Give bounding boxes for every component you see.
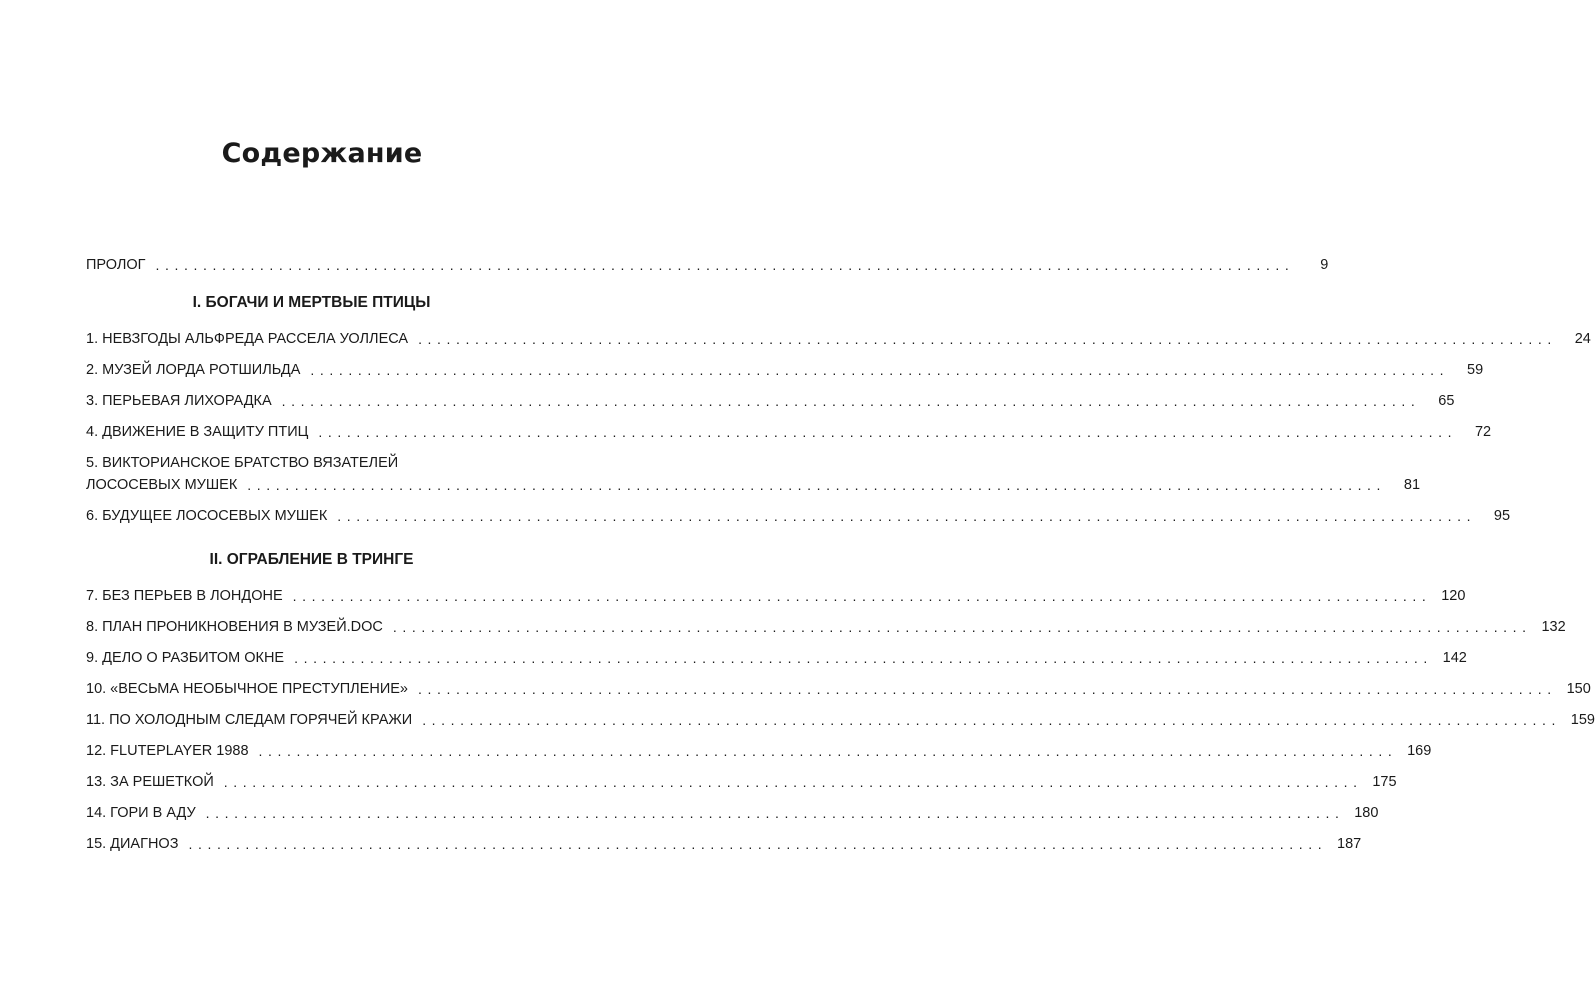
dot-leader: ........................................................................................................................	[205, 805, 1345, 821]
toc-entry[interactable]	[86, 452, 1421, 496]
toc-page-number: 59	[1467, 362, 1484, 378]
toc-entry[interactable]	[86, 771, 1397, 793]
toc-entry-label: 15. ДИАГНОЗ	[86, 836, 179, 852]
toc-page-number: 169	[1407, 743, 1432, 759]
part-one	[86, 292, 1591, 527]
toc-entry-label: 11. ПО ХОЛОДНЫМ СЛЕДАМ ГОРЯЧЕЙ КРАЖИ	[86, 712, 413, 728]
toc-entry-label: 6. БУДУЩЕЕ ЛОСОСЕВЫХ МУШЕК	[86, 508, 328, 524]
toc-entry-label: 2. МУЗЕЙ ЛОРДА РОТШИЛЬДА	[86, 362, 301, 378]
dot-leader: ........................................................................................................................	[318, 424, 1458, 440]
dot-leader: ........................................................................................................................	[247, 477, 1387, 493]
toc-page-number: 24	[1574, 331, 1591, 347]
toc-entry[interactable]	[86, 390, 1455, 412]
toc-page-number: 95	[1493, 508, 1511, 524]
toc-page-number: 159	[1570, 712, 1595, 728]
dot-leader: ........................................................................................................................	[292, 588, 1432, 604]
toc-entry[interactable]	[86, 740, 1432, 762]
toc-entry[interactable]	[86, 647, 1467, 669]
dot-leader: ........................................................................................................................	[418, 331, 1557, 347]
dot-leader: ........................................................................................................................	[155, 257, 1295, 273]
toc-page-number: 187	[1337, 836, 1362, 852]
toc-entry[interactable]	[86, 359, 1484, 381]
dot-leader: ........................................................................................................................	[337, 508, 1477, 524]
toc-entry-label: 3. ПЕРЬЕВАЯ ЛИХОРАДКА	[86, 393, 272, 409]
toc-entry-label: 9. ДЕЛО О РАЗБИТОМ ОКНЕ	[86, 650, 285, 666]
toc-entry-label: 1. НЕВЗГОДЫ АЛЬФРЕДА РАССЕЛА УОЛЛЕСА	[86, 331, 409, 347]
dot-leader: ........................................................................................................................	[223, 774, 1363, 790]
toc-page-number: 150	[1566, 681, 1591, 697]
page-title: Содержание	[221, 138, 423, 169]
toc-entry-label-continued: ЛОСОСЕВЫХ МУШЕК	[86, 477, 238, 493]
toc-page-number: 175	[1372, 774, 1397, 790]
toc-entry[interactable]	[86, 616, 1566, 638]
toc-entry-label: 13. ЗА РЕШЕТКОЙ	[86, 774, 214, 790]
toc-page-number: 120	[1441, 588, 1466, 604]
dot-leader: ........................................................................................................................	[188, 836, 1328, 852]
toc-entry-label: 8. ПЛАН ПРОНИКНОВЕНИЯ В МУЗЕЙ.DOC	[86, 619, 383, 635]
toc-entry-label: 4. ДВИЖЕНИЕ В ЗАЩИТУ ПТИЦ	[86, 424, 309, 440]
part-heading: II. ОГРАБЛЕНИЕ В ТРИНГЕ	[209, 551, 414, 568]
toc-entry[interactable]	[86, 585, 1466, 607]
dot-leader: ........................................................................................................................	[310, 362, 1450, 378]
toc-entry[interactable]	[86, 802, 1379, 824]
toc-entry-label: 5. ВИКТОРИАНСКОЕ БРАТСТВО ВЯЗАТЕЛЕЙ	[86, 455, 399, 471]
table-of-contents	[86, 254, 1595, 864]
toc-entry-label: 10. «ВЕСЬМА НЕОБЫЧНОЕ ПРЕСТУПЛЕНИЕ»	[86, 681, 408, 697]
dot-leader: ........................................................................................................................	[294, 650, 1433, 666]
toc-entry[interactable]	[86, 328, 1591, 350]
toc-entry[interactable]	[86, 678, 1591, 700]
toc-entry-label: 12. FLUTEPLAYER 1988	[86, 743, 249, 759]
toc-entry[interactable]	[86, 421, 1492, 443]
dot-leader: ........................................................................................................................	[281, 393, 1421, 409]
toc-page-number: 65	[1438, 393, 1455, 409]
toc-page-number: 9	[1320, 257, 1329, 273]
toc-page-number: 180	[1354, 805, 1379, 821]
part-two	[86, 549, 1595, 855]
toc-entry-label: ПРОЛОГ	[86, 257, 146, 273]
dot-leader: ........................................................................................................................	[258, 743, 1398, 759]
toc-entry[interactable]	[86, 709, 1595, 731]
toc-page-number: 72	[1474, 424, 1492, 440]
toc-entry[interactable]	[86, 833, 1362, 855]
toc-page-number: 132	[1541, 619, 1566, 635]
dot-leader: ........................................................................................................................	[418, 681, 1557, 697]
part-heading: I. БОГАЧИ И МЕРТВЫЕ ПТИЦЫ	[192, 294, 431, 311]
toc-entry-label: 14. ГОРИ В АДУ	[86, 805, 196, 821]
toc-entry-label: 7. БЕЗ ПЕРЬЕВ В ЛОНДОНЕ	[86, 588, 283, 604]
toc-page-number: 81	[1403, 477, 1421, 493]
dot-leader: ........................................................................................................................	[392, 619, 1532, 635]
toc-entry[interactable]	[86, 505, 1511, 527]
toc-page-number: 142	[1442, 650, 1467, 666]
toc-entry-prologue[interactable]	[86, 254, 1329, 276]
dot-leader: ........................................................................................................................	[422, 712, 1561, 728]
